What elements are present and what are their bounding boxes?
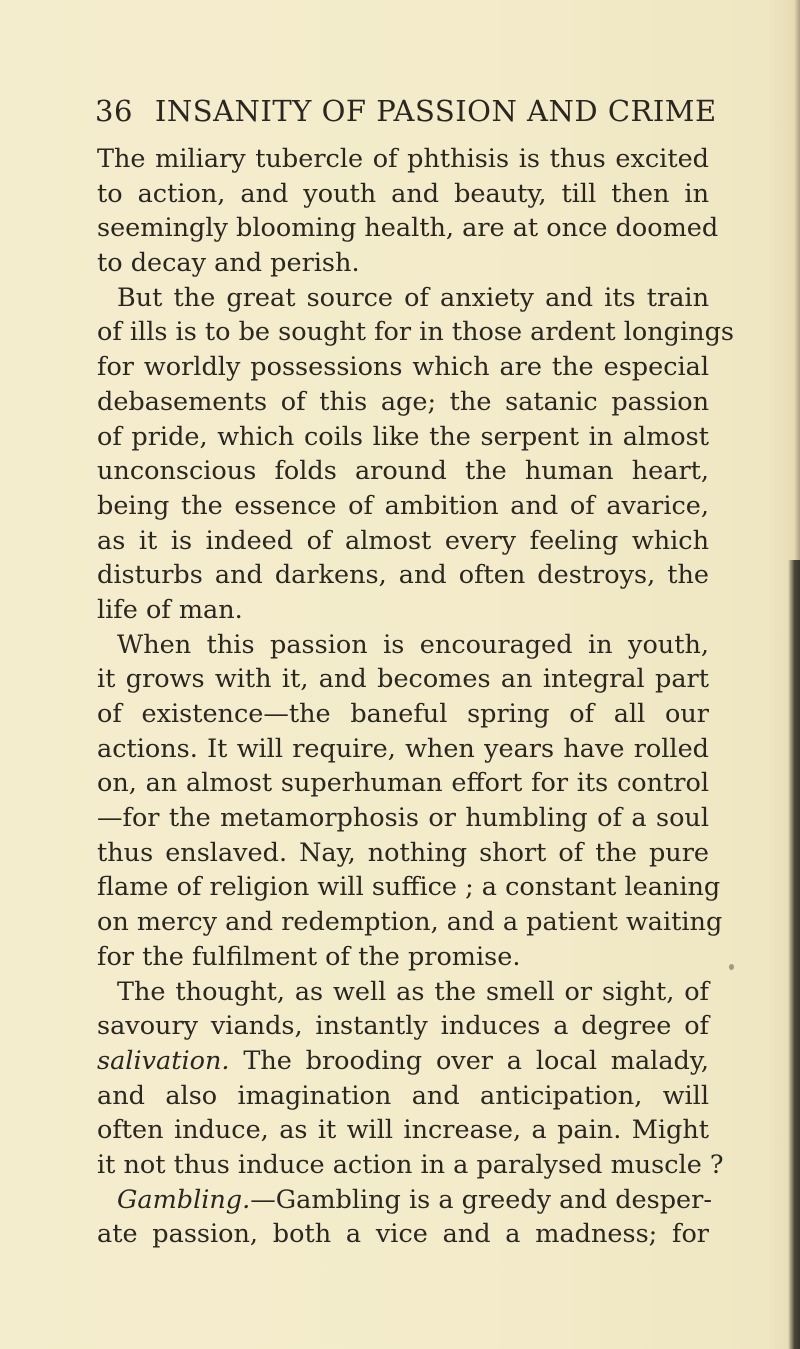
text-line: life of man. [97, 594, 243, 625]
text-line: thus enslaved. Nay, nothing short of the pure [97, 837, 709, 868]
paragraph-start-line: But the great source of anxiety and its train [117, 282, 709, 313]
page-number: 36 [95, 94, 133, 128]
running-title: INSANITY OF PASSION AND CRIME [154, 94, 717, 128]
text-line: seemingly blooming health, are at once doomed [97, 213, 719, 244]
text-line: on mercy and redemption, and a patient waiting [97, 907, 723, 938]
text-line: The miliary tubercle of phthisis is thus excited [97, 144, 709, 174]
body-text [97, 142, 734, 1252]
text-line: being the essence of ambition and of avarice, [97, 490, 709, 521]
text-line: for worldly possessions which are the especial [97, 352, 709, 383]
text-line: and also imagination and anticipation, will [97, 1080, 709, 1111]
text-line: to action, and youth and beauty, till then in [97, 178, 709, 209]
paragraph-start-line: The thought, as well as the smell or sight, of [117, 976, 709, 1007]
text-line: savoury viands, instantly induces a degree of [97, 1011, 709, 1042]
text-line: it grows with it, and becomes an integral part [97, 664, 709, 695]
text-line: as it is indeed of almost every feeling which [97, 525, 709, 556]
page-edge-binding [788, 560, 800, 1349]
text-line: salivation. The brooding over a local malady, [97, 1045, 709, 1076]
text-line: often induce, as it will increase, a pain. Might [97, 1115, 709, 1146]
text-line: to decay and perish. [97, 248, 360, 279]
text-line: it not thus induce action in a paralysed muscle ? [97, 1149, 724, 1180]
text-line: disturbs and darkens, and often destroys, the [97, 560, 709, 591]
paragraph-start-line: When this passion is encouraged in youth, [117, 629, 709, 660]
paper-speck [729, 964, 734, 970]
text-line: of ills is to be sought for in those ardent longings [97, 317, 734, 348]
text-line: ate passion, both a vice and a madness; for [97, 1219, 709, 1250]
text-line: unconscious folds around the human heart, [97, 456, 709, 487]
text-line: for the fulfilment of the promise. [97, 941, 521, 972]
text-line: on, an almost superhuman effort for its control [97, 768, 709, 799]
text-line: debasements of this age; the satanic passion [97, 386, 709, 417]
paragraph-start-line: Gambling.—Gambling is a greedy and desper- [117, 1184, 712, 1215]
italic-term: salivation. [97, 1045, 230, 1076]
page-edge-shadow [794, 0, 800, 560]
text-line: flame of religion will suffice ; a constant leaning [97, 872, 721, 903]
text-line: —for the metamorphosis or humbling of a soul [97, 803, 709, 834]
text-line: of pride, which coils like the serpent in almost [97, 421, 709, 452]
running-header [95, 94, 735, 146]
italic-heading: Gambling. [117, 1184, 251, 1215]
text-line: of existence—the baneful spring of all our [97, 699, 709, 729]
text-line: actions. It will require, when years have rolled [97, 733, 709, 764]
